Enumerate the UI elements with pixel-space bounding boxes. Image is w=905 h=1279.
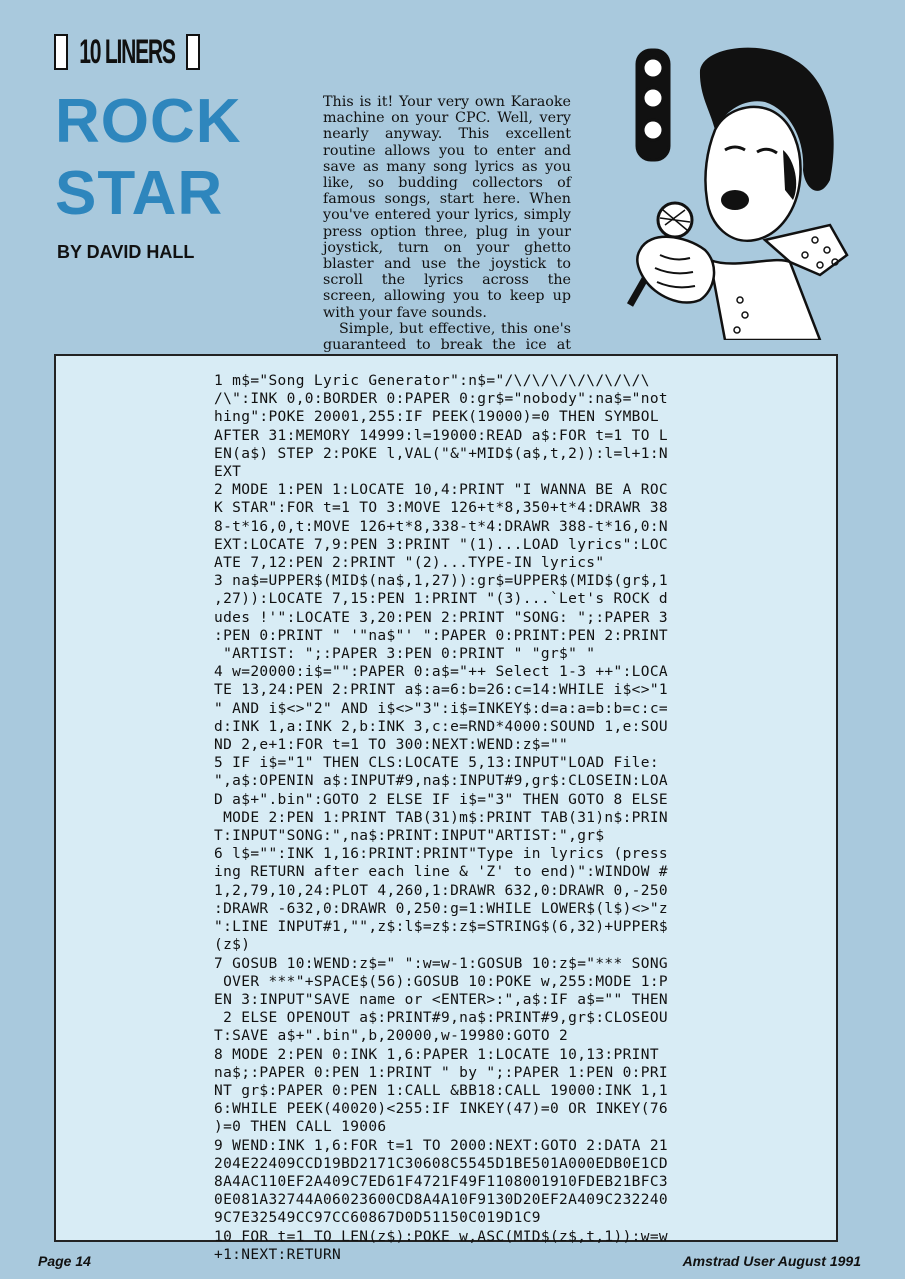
- listing-line: "ARTIST: ";:PAPER 3:PEN 0:PRINT " "gr$" ": [214, 646, 596, 663]
- listing-line: 5 IF i$="1" THEN CLS:LOCATE 5,13:INPUT"LOAD File:: [214, 755, 659, 772]
- listing-line: 0E081A32744A06023600CD8A4A10F9130D20EF2A409C232240: [214, 1192, 668, 1209]
- listing-line: )=0 THEN CALL 19006: [214, 1119, 387, 1136]
- stage-lights: [637, 50, 669, 160]
- listing-line: 204E22409CCD19BD2171C30608C5545D1BE501A000EDB0E1CD: [214, 1155, 668, 1172]
- listing-line: ":LINE INPUT#1,"",z$:l$=z$:z$=STRING$(6,32)+UPPER$: [214, 919, 668, 936]
- listing-line: 1,2,79,10,24:PLOT 4,260,1:DRAWR 632,0:DRAWR 0,-250: [214, 882, 668, 899]
- listing-line: 9C7E32549CC97CC60867D0D51150C019D1C9: [214, 1210, 541, 1227]
- listing-line: 2 MODE 1:PEN 1:LOCATE 10,4:PRINT "I WANNA BE A ROC: [214, 482, 668, 499]
- listing-line: EN 3:INPUT"SAVE name or <ENTER>:",a$:IF a$="" THEN: [214, 991, 668, 1008]
- badge-left-box: [54, 34, 68, 70]
- section-badge: [54, 33, 200, 71]
- listing-line: 3 na$=UPPER$(MID$(na$,1,27)):gr$=UPPER$(MID$(gr$,1: [214, 573, 668, 590]
- listing-line: 1 m$="Song Lyric Generator":n$="/\/\/\/\/\/\/\/\: [214, 373, 650, 389]
- listing-line: (z$): [214, 937, 251, 954]
- section-label: 10 LINERS: [79, 33, 175, 71]
- listing-line: EN(a$) STEP 2:POKE l,VAL("&"+MID$(a$,t,2)):l=l+1:N: [214, 445, 668, 462]
- listing-line: 7 GOSUB 10:WEND:z$=" ":w=w-1:GOSUB 10:z$="*** SONG: [214, 955, 668, 972]
- listing-line: udes !'":LOCATE 3,20:PEN 2:PRINT "SONG: ";:PAPER 3: [214, 609, 668, 626]
- listing-line: 8A4AC110EF2A409C7ED61F4721F49F1108001910FDEB21BFC3: [214, 1173, 668, 1190]
- listing-line: d:INK 1,a:INK 2,b:INK 3,c:e=RND*4000:SOUND 1,e:SOU: [214, 718, 668, 735]
- listing-line: 6:WHILE PEEK(40020)<255:IF INKEY(47)=0 OR INKEY(76: [214, 1101, 668, 1118]
- listing-line: T:INPUT"SONG:",na$:PRINT:INPUT"ARTIST:",gr$: [214, 828, 605, 845]
- listing-line: ATE 7,12:PEN 2:PRINT "(2)...TYPE-IN lyrics": [214, 555, 605, 572]
- title-line-1: ROCK: [55, 87, 242, 156]
- singer-illustration: [615, 40, 855, 340]
- intro-paragraph: Simple, but effective, this one's guaranteed to break the ice at: [323, 320, 571, 354]
- listing-line: /\":INK 0,0:BORDER 0:PAPER 0:gr$="nobody":na$="not: [214, 391, 668, 408]
- listing-line: ",a$:OPENIN a$:INPUT#9,na$:INPUT#9,gr$:CLOSEIN:LOA: [214, 773, 668, 790]
- listing-line: ND 2,e+1:FOR t=1 TO 300:NEXT:WEND:z$="": [214, 737, 569, 754]
- intro-paragraph: This is it! Your very own Karaoke machine on your CPC. Well, very nearly anyway. This excellent routine allows you to enter and save as many song lyrics as you like, so budding collectors of famous songs, start here. When you've entered your lyrics, simply press option three, plug in your joystick, turn on your ghetto blaster and use the joystick to scroll the lyrics across the screen, allowing you to keep up with your fave sounds.: [323, 94, 571, 321]
- listing-line: 4 w=20000:i$="":PAPER 0:a$="++ Select 1-3 ++":LOCA: [214, 664, 668, 681]
- listing-line: 6 l$="":INK 1,16:PRINT:PRINT"Type in lyrics (press: [214, 846, 668, 863]
- listing-line: TE 13,24:PEN 2:PRINT a$:a=6:b=26:c=14:WHILE i$<>"1: [214, 682, 668, 699]
- listing-line: AFTER 31:MEMORY 14999:l=19000:READ a$:FOR t=1 TO L: [214, 427, 668, 444]
- page-number: Page 14: [38, 1253, 91, 1269]
- listing-line: " AND i$<>"2" AND i$<>"3":i$=INKEY$:d=a:a=b:b=c:c=: [214, 700, 668, 717]
- listing-line: :DRAWR -632,0:DRAWR 0,250:g=1:WHILE LOWER$(l$)<>"z: [214, 900, 668, 917]
- listing-line: OVER ***"+SPACE$(56):GOSUB 10:POKE w,255:MODE 1:P: [214, 973, 668, 990]
- listing-line: hing":POKE 20001,255:IF PEEK(19000)=0 THEN SYMBOL: [214, 409, 659, 426]
- listing-line: D a$+".bin":GOTO 2 ELSE IF i$="3" THEN GOTO 8 ELSE: [214, 791, 668, 808]
- intro-text: [323, 94, 571, 369]
- listing-line: EXT: [214, 464, 242, 481]
- listing-line: T:SAVE a$+".bin",b,20000,w-19980:GOTO 2: [214, 1028, 569, 1045]
- byline: BY DAVID HALL: [57, 242, 195, 262]
- listing-line: ing RETURN after each line & 'Z' to end)":WINDOW #: [214, 864, 668, 881]
- badge-right-box: [186, 34, 200, 70]
- listing-line: MODE 2:PEN 1:PRINT TAB(31)m$:PRINT TAB(31)n$:PRIN: [214, 809, 668, 826]
- listing-line: :PEN 0:PRINT " '"na$"' ":PAPER 0:PRINT:PEN 2:PRINT: [214, 627, 668, 644]
- listing-line: K STAR":FOR t=1 TO 3:MOVE 126+t*8,350+t*4:DRAWR 38: [214, 500, 668, 517]
- article-title: [55, 86, 242, 230]
- listing-line: 10 FOR t=1 TO LEN(z$):POKE w,ASC(MID$(z$,t,1)):w=w: [214, 1228, 668, 1245]
- listing-line: NT gr$:PAPER 0:PEN 1:CALL &BB18:CALL 19000:INK 1,1: [214, 1082, 668, 1099]
- listing-line: na$;:PAPER 0:PEN 1:PRINT " by ";:PAPER 1:PEN 0:PRI: [214, 1064, 668, 1081]
- magazine-issue: Amstrad User August 1991: [682, 1253, 861, 1269]
- listing-line: 9 WEND:INK 1,6:FOR t=1 TO 2000:NEXT:GOTO 2:DATA 21: [214, 1137, 668, 1154]
- listing-line: ,27)):LOCATE 7,15:PEN 1:PRINT "(3)...`Let's ROCK d: [214, 591, 668, 608]
- listing-line: 8-t*16,0,t:MOVE 126+t*8,338-t*4:DRAWR 388-t*16,0:N: [214, 518, 668, 535]
- title-line-2: STAR: [55, 159, 224, 228]
- listing-line: +1:NEXT:RETURN: [214, 1246, 342, 1263]
- listing-line: 2 ELSE OPENOUT a$:PRINT#9,na$:PRINT#9,gr$:CLOSEOU: [214, 1010, 668, 1027]
- listing-line: EXT:LOCATE 7,9:PEN 3:PRINT "(1)...LOAD lyrics":LOC: [214, 536, 668, 553]
- program-listing: [214, 372, 814, 1264]
- listing-line: 8 MODE 2:PEN 0:INK 1,6:PAPER 1:LOCATE 10,13:PRINT: [214, 1046, 659, 1063]
